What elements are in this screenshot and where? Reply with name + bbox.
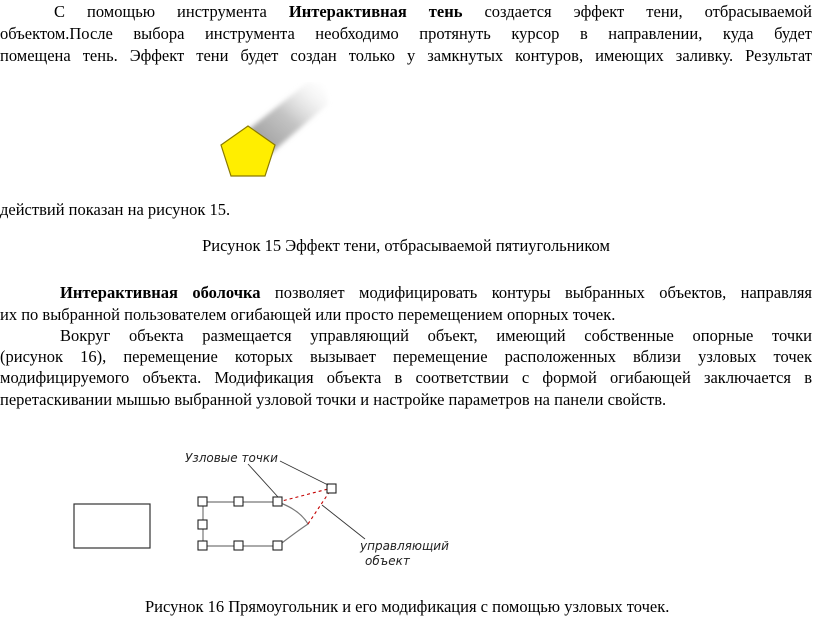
- label-control-2: объект: [365, 554, 410, 568]
- figure-15-caption: Рисунок 15 Эффект тени, отбрасываемой пятиугольником: [202, 236, 610, 255]
- para3-line4: перетаскивании мышью выбранной узловой точки и настройке параметров на панели свойств.: [0, 390, 667, 409]
- para3-line2: (рисунок 16), перемещение которых вызывает перемещение расположенных вблизи узловых точек: [0, 347, 812, 366]
- para1-line3: помещена тень. Эффект тени будет создан только у замкнутых контуров, имеющих заливку. Результат: [0, 46, 812, 65]
- para1-line2: объектом.После выбора инструмента необходимо протянуть курсор в направлении, куда будет: [0, 24, 812, 43]
- term-bold: Интерактивная оболочка: [60, 283, 261, 302]
- para3-line3: модифицируемого объекта. Модификация объекта в соответствии с формой огибающей заключается в: [0, 368, 812, 387]
- figure-15-pentagon-shadow: [200, 82, 350, 192]
- original-rectangle: [74, 504, 150, 548]
- para2-line2: их по выбранной пользователем огибающей или просто перемещением опорных точек.: [0, 305, 616, 324]
- label-control-1: управляющий: [360, 539, 449, 553]
- tool-name-bold: Интерактивная тень: [288, 2, 463, 21]
- para1-line4: действий показан на рисунок 15.: [0, 200, 231, 219]
- text: С помощью инструмента: [54, 2, 289, 21]
- node-points: [198, 484, 336, 550]
- node-point: [273, 497, 282, 506]
- text: позволяет модифицировать контуры выбранных объектов, направляя: [260, 283, 813, 302]
- node-point: [198, 520, 207, 529]
- label-nodes: Узловые точки: [185, 451, 278, 465]
- node-point: [198, 497, 207, 506]
- node-point: [273, 541, 282, 550]
- node-point: [234, 541, 243, 550]
- node-point: [234, 497, 243, 506]
- text: создается эффект тени, отбрасываемой: [462, 2, 812, 21]
- figure-16-caption: Рисунок 16 Прямоугольник и его модификация с помощью узловых точек.: [145, 597, 670, 616]
- para3-line1: Вокруг объекта размещается управляющий объект, имеющий собственные опорные точки: [60, 326, 812, 345]
- figure-16-envelope: [60, 440, 480, 580]
- para2-line1: [0, 282, 812, 304]
- control-node-point: [327, 484, 336, 493]
- callout-lines: [248, 461, 365, 539]
- modified-shape: [203, 502, 308, 546]
- node-point: [198, 541, 207, 550]
- para1-line1: [0, 1, 812, 23]
